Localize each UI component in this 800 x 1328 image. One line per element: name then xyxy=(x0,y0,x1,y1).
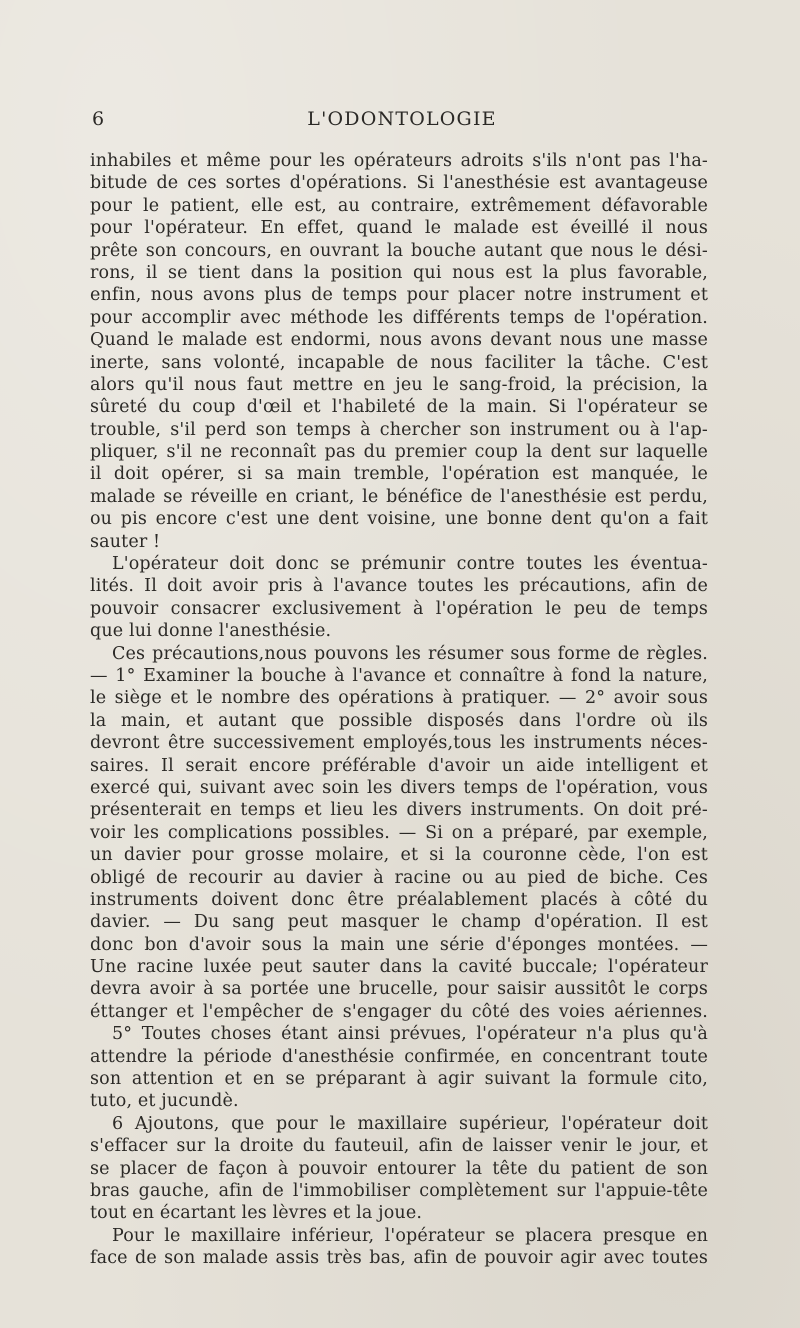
text-line: bitude de ces sortes d'opérations. Si l'anesthésie est avantageuse xyxy=(90,173,708,194)
text-line: le siège et le nombre des opérations à pratiquer. — 2° avoir sous xyxy=(90,688,708,709)
body-text xyxy=(90,150,708,1270)
text-line: il doit opérer, si sa main tremble, l'opération est manquée, le xyxy=(90,464,708,485)
text-line: Une racine luxée peut sauter dans la cavité buccale; l'opérateur xyxy=(90,957,708,978)
text-line: tout en écartant les lèvres et la joue. xyxy=(90,1203,423,1224)
text-line: davier. — Du sang peut masquer le champ d'opération. Il est xyxy=(90,912,708,933)
text-line: donc bon d'avoir sous la main une série d'éponges montées. — xyxy=(90,934,708,955)
running-header xyxy=(92,108,712,138)
text-line: 5° Toutes choses étant ainsi prévues, l'opérateur n'a plus qu'à xyxy=(112,1024,708,1045)
text-line: devront être successivement employés,tous les instruments néces- xyxy=(90,733,708,754)
text-line: ou pis encore c'est une dent voisine, une bonne dent qu'on a fait xyxy=(90,509,708,530)
text-line: 6 Ajoutons, que pour le maxillaire supérieur, l'opérateur doit xyxy=(112,1113,708,1134)
text-line: inerte, sans volonté, incapable de nous faciliter la tâche. C'est xyxy=(90,352,708,373)
text-line: alors qu'il nous faut mettre en jeu le sang-froid, la précision, la xyxy=(90,374,708,395)
page-number: 6 xyxy=(92,108,105,130)
text-line: que lui donne l'anesthésie. xyxy=(90,621,332,642)
text-line: un davier pour grosse molaire, et si la couronne cède, l'on est xyxy=(90,845,708,866)
text-line: pour l'opérateur. En effet, quand le malade est éveillé il nous xyxy=(90,218,708,239)
text-line: pour le patient, elle est, au contraire, extrêmement défavorable xyxy=(90,195,708,216)
text-line: bras gauche, afin de l'immobiliser complètement sur l'appuie-tête xyxy=(90,1180,708,1201)
text-line: enfin, nous avons plus de temps pour placer notre instrument et xyxy=(90,285,708,306)
text-line: inhabiles et même pour les opérateurs adroits s'ils n'ont pas l'ha- xyxy=(90,151,708,171)
text-line: L'opérateur doit donc se prémunir contre toutes les éventua- xyxy=(112,554,708,575)
text-line: face de son malade assis très bas, afin de pouvoir agir avec toutes xyxy=(90,1248,708,1269)
text-line: sauter ! xyxy=(90,531,161,552)
text-line: exercé qui, suivant avec soin les divers temps de l'opération, vous xyxy=(90,777,708,798)
text-line: — 1° Examiner la bouche à l'avance et connaître à fond la nature, xyxy=(90,665,708,686)
text-line: s'effacer sur la droite du fauteuil, afin de laisser venir le jour, et xyxy=(90,1136,708,1157)
text-line: sûreté du coup d'œil et l'habileté de la main. Si l'opérateur se xyxy=(90,397,708,418)
text-line: obligé de recourir au davier à racine ou au pied de biche. Ces xyxy=(90,867,708,888)
text-line: voir les complications possibles. — Si on a préparé, par exemple, xyxy=(90,822,708,843)
text-line: pouvoir consacrer exclusivement à l'opération le peu de temps xyxy=(90,598,708,619)
text-line: rons, il se tient dans la position qui nous est la plus favorable, xyxy=(90,262,708,283)
text-line: la main, et autant que possible disposés dans l'ordre où ils xyxy=(90,710,708,731)
text-line: pliquer, s'il ne reconnaît pas du premier coup la dent sur laquelle xyxy=(90,442,708,463)
text-line: pour accomplir avec méthode les différents temps de l'opération. xyxy=(90,307,708,328)
text-line: Pour le maxillaire inférieur, l'opérateur se placera presque en xyxy=(112,1225,708,1246)
running-title: L'ODONTOLOGIE xyxy=(307,108,497,130)
text-line: lités. Il doit avoir pris à l'avance toutes les précautions, afin de xyxy=(90,576,708,597)
text-line: Ces précautions,nous pouvons les résumer sous forme de règles. xyxy=(112,643,708,664)
text-line: malade se réveille en criant, le bénéfice de l'anesthésie est perdu, xyxy=(90,486,708,507)
text-line: Quand le malade est endormi, nous avons devant nous une masse xyxy=(90,330,708,351)
text-line: saires. Il serait encore préférable d'avoir un aide intelligent et xyxy=(90,755,708,776)
text-line: trouble, s'il perd son temps à chercher son instrument ou à l'ap- xyxy=(90,419,708,440)
text-line: son attention et en se préparant à agir suivant la formule cito, xyxy=(90,1069,708,1090)
text-line: attendre la période d'anesthésie confirmée, en concentrant toute xyxy=(90,1046,708,1067)
text-line: éttanger et l'empêcher de s'engager du côté des voies aériennes. xyxy=(90,1001,708,1022)
text-line: instruments doivent donc être préalablement placés à côté du xyxy=(90,889,708,910)
text-line: tuto, et jucundè. xyxy=(90,1091,239,1112)
text-line: se placer de façon à pouvoir entourer la tête du patient de son xyxy=(90,1158,708,1179)
text-line: prête son concours, en ouvrant la bouche autant que nous le dési- xyxy=(90,240,708,261)
text-line: devra avoir à sa portée une brucelle, pour saisir aussitôt le corps xyxy=(90,979,708,1000)
text-line: présenterait en temps et lieu les divers instruments. On doit pré- xyxy=(90,800,708,821)
